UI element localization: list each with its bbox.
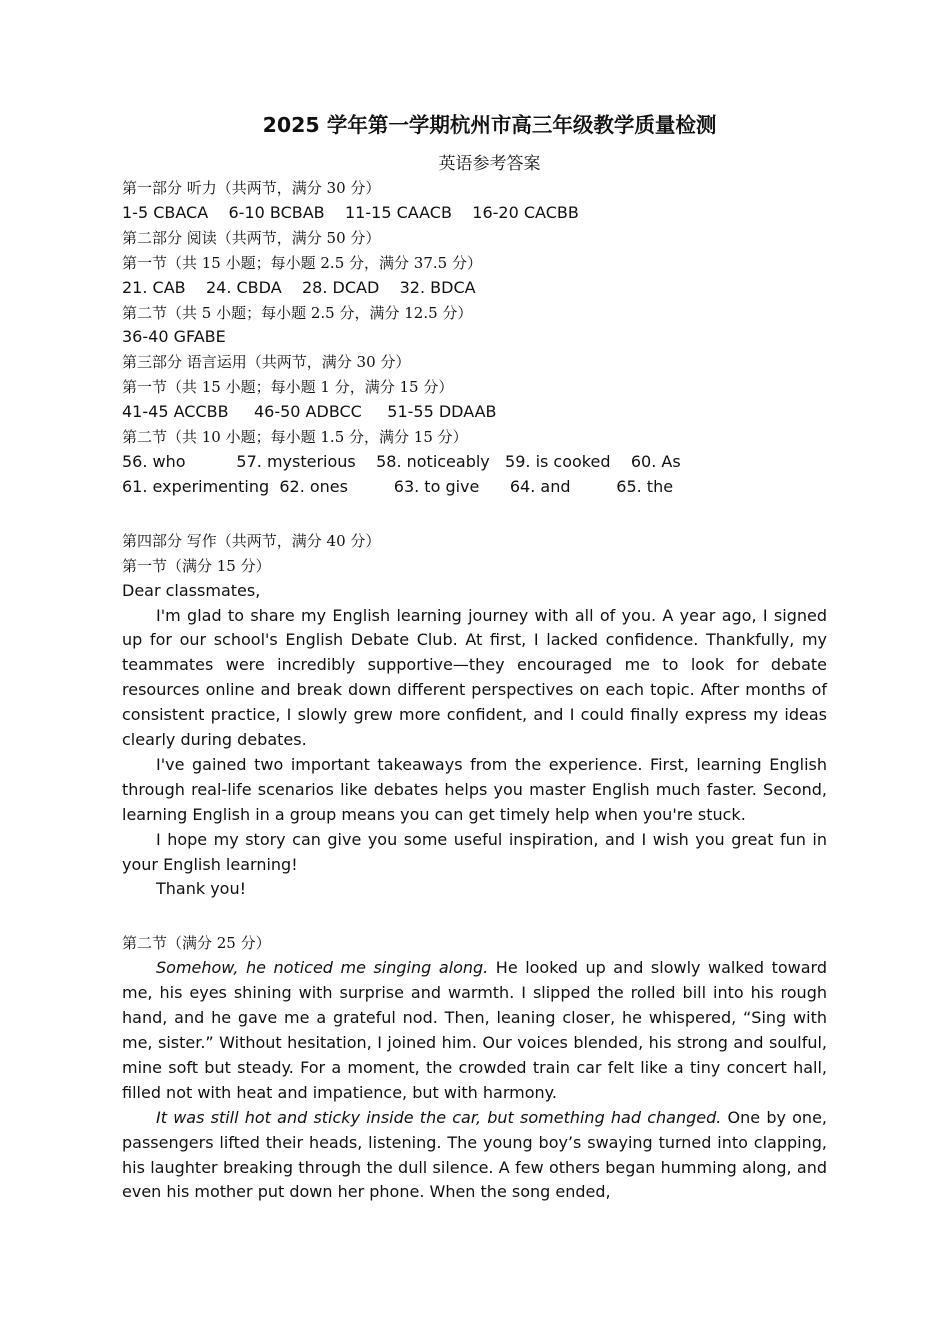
essay-paragraph-2: I've gained two important takeaways from the experience. First, learning English through real-life scenarios like debates helps you master English much faster. Second, learning English in a group means you can get timely help when you're stuck. [122,754,827,824]
part3-sec2-answers-line1: 56. who 57. mysterious 58. noticeably 59. is cooked 60. As [122,451,681,471]
essay-closing: Thank you! [156,879,247,899]
part3-sec1-heading: 第一节（共 15 小题；每小题 1 分，满分 15 分） [122,378,454,397]
page-title: 2025 学年第一学期杭州市高三年级教学质量检测 [262,113,717,137]
part4-sec1-heading: 第一节（满分 15 分） [122,556,271,575]
part2-heading: 第二部分 阅读（共两节，满分 50 分） [122,228,381,247]
story-paragraph-2 [122,1106,827,1206]
story-paragraph-1-body: He looked up and slowly walked toward me, his eyes shining with surprise and warmth. I slipped the rolled bill into his rough hand, and he gave me a grateful nod. Then, leaning closer, he whispered, “Sing with me, sister.” Without hesitation, I joined him. Our voices blended, his strong and soulful, mine soft but steady. For a moment, the crowded train car felt like a tiny concert hall, filled not with heat and impatience, but with harmony. [122,958,828,1102]
spacer [122,902,827,931]
part2-sec2-answers: 36-40 GFABE [122,327,226,347]
part3-sec2-heading: 第二节（共 10 小题；每小题 1.5 分，满分 15 分） [122,428,468,447]
story-paragraph-1 [122,956,827,1105]
spacer [122,500,827,529]
part2-sec2-heading: 第二节（共 5 小题；每小题 2.5 分，满分 12.5 分） [122,303,473,322]
part1-answers: 1-5 CBACA 6-10 BCBAB 11-15 CAACB 16-20 CACBB [122,202,579,222]
story-paragraph-2-lead: It was still hot and sticky inside the car, but something had changed. [156,1107,722,1127]
essay-paragraph-1: I'm glad to share my English learning journey with all of you. A year ago, I signed up for our school's English Debate Club. At first, I lacked confidence. Thankfully, my teammates were incredibly supportive—they encouraged me to look for debate resources online and break down different perspectives on each topic. After months of consistent practice, I slowly grew more confident, and I could finally express my ideas clearly during debates. [122,605,827,750]
part1-heading: 第一部分 听力（共两节，满分 30 分） [122,179,381,197]
essay-paragraph-3: I hope my story can give you some useful inspiration, and I wish you great fun in your English learning! [122,829,827,874]
page-subtitle: 英语参考答案 [438,154,541,174]
story-paragraph-2-body: One by one, passengers lifted their heads, listening. The young boy’s swaying turned into clapping, his laughter breaking through the dull silence. A few others began humming along, and even his mother put down her phone. When the song ended, [122,1107,827,1202]
part2-sec1-heading: 第一节（共 15 小题；每小题 2.5 分，满分 37.5 分） [122,253,482,272]
story-paragraph-1-lead: Somehow, he noticed me singing along. [156,958,489,978]
part3-sec1-answers: 41-45 ACCBB 46-50 ADBCC 51-55 DDAAB [122,402,497,422]
essay-salutation: Dear classmates, [122,580,261,600]
part4-heading: 第四部分 写作（共两节，满分 40 分） [122,531,381,550]
part3-sec2-answers-line2: 61. experimenting 62. ones 63. to give 64. and 65. the [122,476,674,496]
part4-sec2-heading: 第二节（满分 25 分） [122,934,271,953]
answer-sheet [122,108,827,1205]
part3-heading: 第三部分 语言运用（共两节，满分 30 分） [122,353,411,372]
part2-sec1-answers: 21. CAB 24. CBDA 28. DCAD 32. BDCA [122,277,476,297]
